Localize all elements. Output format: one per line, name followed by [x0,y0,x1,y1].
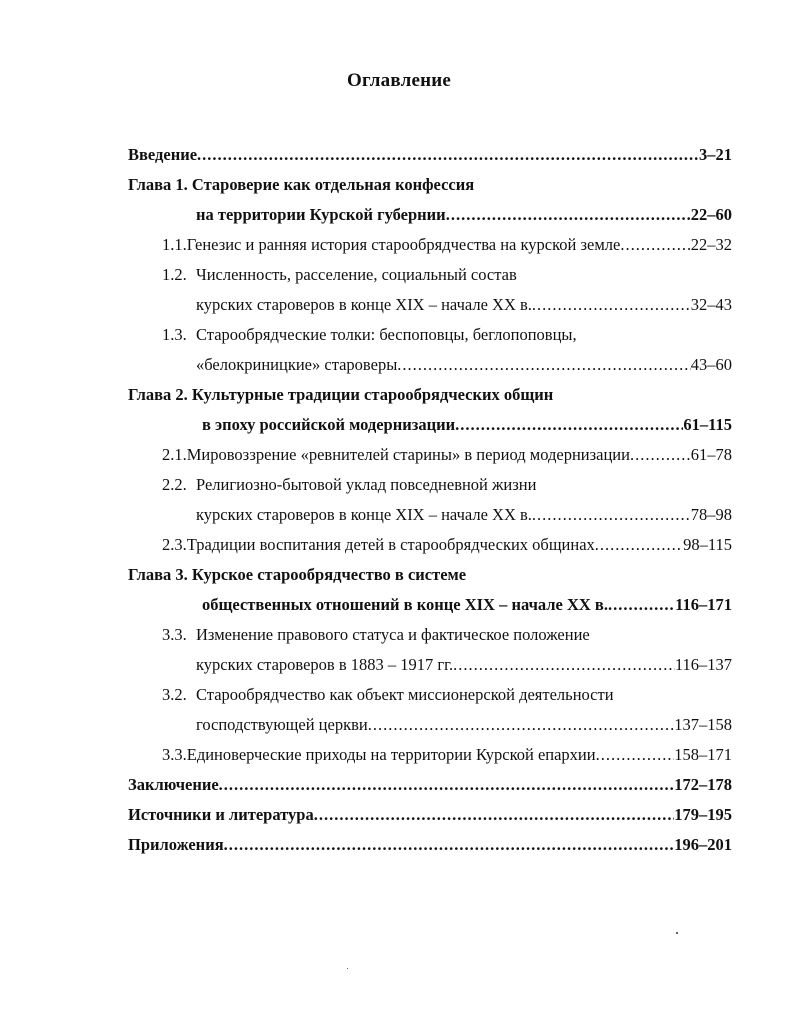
section-number: 2.3. [162,535,187,554]
scan-speck [347,968,348,969]
leader-dots [219,770,675,800]
leader-dots [453,650,675,680]
leader-dots [224,830,675,860]
toc-pages: 3–21 [699,145,732,164]
toc-pages: 61–115 [683,415,732,434]
leader-dots [446,200,691,230]
toc-pages: 61–78 [690,445,732,464]
toc-pages: 137–158 [674,715,732,734]
toc-pages: 116–171 [675,595,732,614]
toc-section-1-3-cont [128,350,732,380]
toc-pages: 179–195 [674,805,732,824]
toc-pages: 22–32 [690,235,732,254]
toc-section-3-1 [128,620,732,650]
toc-label: общественных отношений в конце XIX – начале XX в. [202,595,608,614]
toc-section-2-2 [128,470,732,500]
toc-label: Изменение правового статуса и фактическое положение [196,625,590,644]
toc-pages: 196–201 [674,835,732,854]
section-number: 1.3. [162,325,187,344]
toc-chapter-2-heading [128,380,732,410]
leader-dots [595,530,683,560]
toc-label: Традиции воспитания детей в старообрядческих общинах [186,535,595,554]
toc-section-3-3 [128,740,732,770]
leader-dots [314,800,675,830]
scan-speck [676,932,678,934]
toc-section-3-1-cont [128,650,732,680]
leader-dots [630,440,691,470]
toc-entry-introduction [128,140,732,170]
section-number: 3.3. [162,745,187,764]
section-number: 1.1. [162,235,187,254]
toc-label: «белокриницкие» староверы [196,355,398,374]
toc-label: Старообрядческие толки: беспоповцы, беглопоповцы, [196,325,577,344]
toc-section-3-2 [128,680,732,710]
leader-dots [455,410,683,440]
toc-label: курских староверов в конце XIX – начале XX в. [196,295,532,314]
toc-section-1-2 [128,260,732,290]
leader-dots [397,350,690,380]
section-number: 3.3. [162,625,187,644]
toc-pages: 32–43 [690,295,732,314]
toc-label: в эпоху российской модернизации [202,415,456,434]
toc-label: Единоверческие приходы на территории Курской епархии [186,745,596,764]
toc-label: Источники и литература [128,805,314,824]
toc-pages: 158–171 [674,745,732,764]
toc-pages: 43–60 [690,355,732,374]
page-title: Оглавление [346,70,452,91]
toc-chapter-1-heading-cont [128,200,732,230]
toc-pages: 98–115 [683,535,732,554]
toc-label: Генезис и ранняя история старообрядчества на курской земле [186,235,621,254]
toc-label: Приложения [128,835,224,854]
toc-section-1-3 [128,320,732,350]
toc-label: Глава 2. Культурные традиции старообрядческих общин [128,385,554,404]
toc-label: Заключение [128,775,219,794]
section-number: 3.2. [162,685,187,704]
toc-label: Глава 3. Курское старообрядчество в системе [128,565,467,584]
toc-pages: 22–60 [690,205,732,224]
toc-pages: 78–98 [690,505,732,524]
toc-label: Мировоззрение «ревнителей старины» в период модернизации [186,445,630,464]
toc-section-1-2-cont [128,290,732,320]
toc-label: Численность, расселение, социальный состав [196,265,517,284]
toc-entry-conclusion [128,770,732,800]
toc-section-3-2-cont [128,710,732,740]
section-number: 1.2. [162,265,187,284]
toc-label: Старообрядчество как объект миссионерской деятельности [196,685,614,704]
leader-dots [368,710,675,740]
section-number: 2.2. [162,475,187,494]
leader-dots [197,140,699,170]
toc-label: Религиозно-бытовой уклад повседневной жизни [196,475,537,494]
toc-pages: 116–137 [674,655,732,674]
toc-entry-appendices [128,830,732,860]
toc-label: господствующей церкви [196,715,368,734]
toc-section-2-2-cont [128,500,732,530]
toc-section-1-1 [128,230,732,260]
table-of-contents [128,140,732,860]
toc-chapter-2-heading-cont [128,410,732,440]
toc-chapter-3-heading-cont [128,590,732,620]
leader-dots [620,230,690,260]
leader-dots [596,740,675,770]
toc-entry-sources [128,800,732,830]
toc-section-2-1 [128,440,732,470]
toc-label: Глава 1. Староверие как отдельная конфессия [128,175,475,194]
leader-dots [532,290,691,320]
toc-section-2-3 [128,530,732,560]
leader-dots [608,590,675,620]
leader-dots [532,500,691,530]
toc-pages: 172–178 [674,775,732,794]
section-number: 2.1. [162,445,187,464]
toc-chapter-3-heading [128,560,732,590]
toc-label: курских староверов в 1883 – 1917 гг. [196,655,454,674]
toc-chapter-1-heading [128,170,732,200]
toc-label: на территории Курской губернии [196,205,446,224]
toc-label: Введение [128,145,198,164]
toc-label: курских староверов в конце XIX – начале XX в. [196,505,532,524]
